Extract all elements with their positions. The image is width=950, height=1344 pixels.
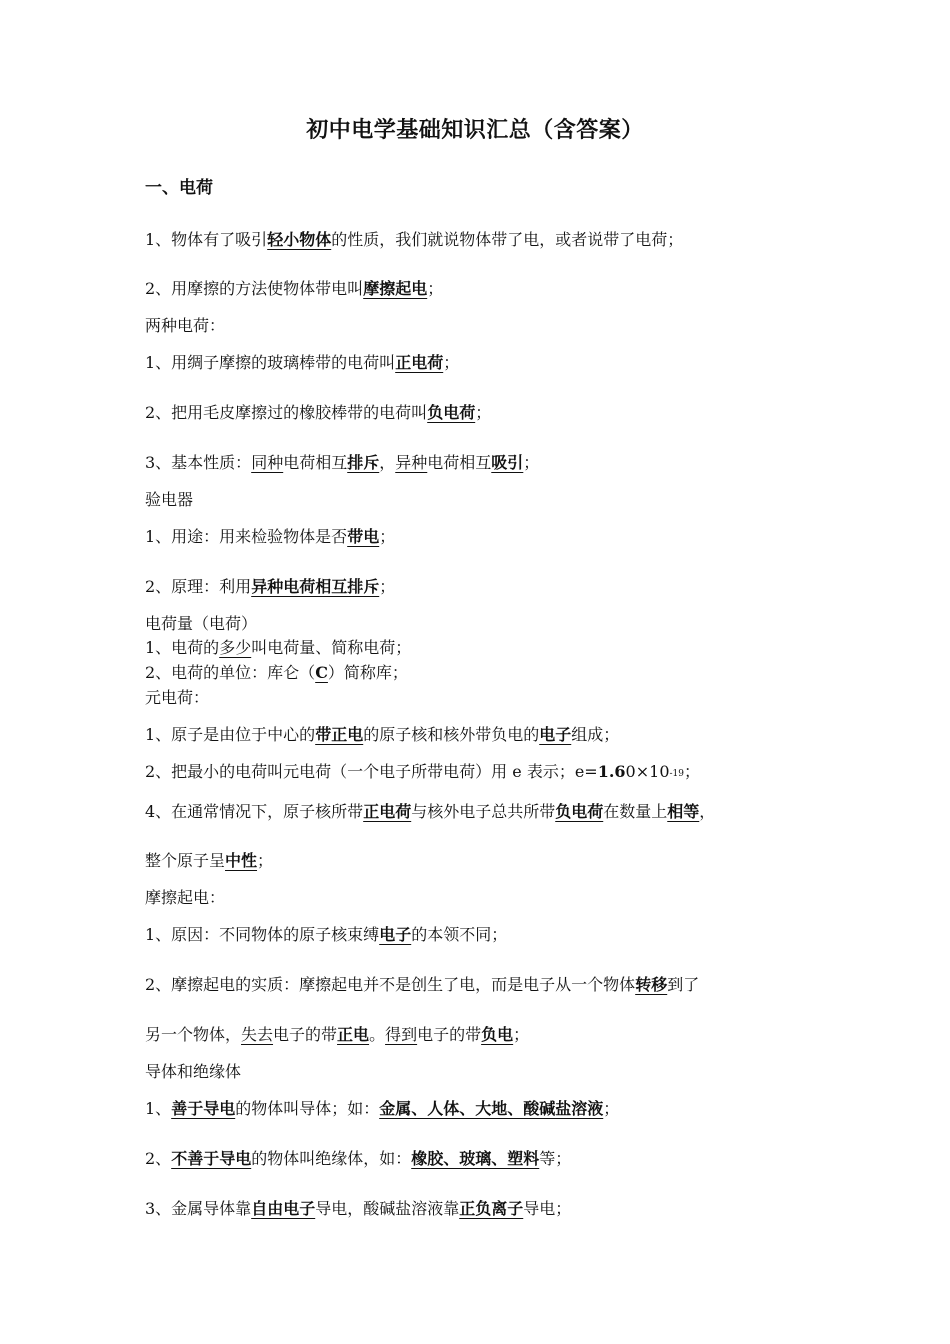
answer-keyword: 轻小物体 <box>267 230 332 249</box>
text: ； <box>684 762 701 781</box>
text-line <box>145 351 459 375</box>
text: 电子的带 <box>273 1025 338 1044</box>
text: 等； <box>539 1149 572 1168</box>
text: ； <box>379 527 396 546</box>
text-line <box>145 401 491 425</box>
text-line <box>145 723 619 747</box>
text-line <box>145 575 395 599</box>
text: 1、物体有了吸引 <box>145 230 268 249</box>
answer-keyword: 正电荷 <box>363 802 412 821</box>
text: 的本领不同； <box>411 925 508 944</box>
text: 电荷相互 <box>283 453 348 472</box>
text: 。 <box>369 1025 386 1044</box>
answer-keyword: 摩擦起电 <box>363 279 428 298</box>
exponent: -19 <box>669 769 684 779</box>
answer-keyword: 橡胶、玻璃、塑料 <box>411 1149 540 1168</box>
answer-keyword: 负电 <box>481 1025 514 1044</box>
underlined-term: 得到 <box>385 1025 418 1044</box>
elementary-charge-value: 1.6 <box>597 762 626 781</box>
text: 1、原因：不同物体的原子核束缚 <box>145 925 380 944</box>
answer-keyword: 正负离子 <box>459 1199 524 1218</box>
text: 2、 <box>145 1149 172 1168</box>
text: 1、电荷的 <box>145 638 220 657</box>
text: 到了 <box>667 975 700 994</box>
answer-keyword: 排斥 <box>347 453 380 472</box>
text: 1、原子是由位于中心的 <box>145 725 316 744</box>
text: 的物体叫导体；如： <box>235 1099 380 1118</box>
section-heading: 一、电荷 <box>145 178 213 198</box>
underlined-term: 同种 <box>251 453 284 472</box>
text: 3、基本性质： <box>145 453 252 472</box>
subheading: 导体和绝缘体 <box>145 1062 242 1081</box>
text: 叫电荷量、简称电荷； <box>251 638 412 657</box>
text: 电子的带 <box>417 1025 482 1044</box>
text: ， <box>379 453 396 472</box>
text: 4、在通常情况下，原子核所带 <box>145 802 364 821</box>
text: 导电； <box>523 1199 572 1218</box>
subheading: 两种电荷： <box>145 316 226 335</box>
text: 整个原子呈 <box>145 851 226 870</box>
text: 导电，酸碱盐溶液靠 <box>315 1199 460 1218</box>
answer-keyword: 电子 <box>379 925 412 944</box>
subheading: 摩擦起电： <box>145 888 226 907</box>
text: ； <box>443 353 460 372</box>
text: ； <box>379 577 396 596</box>
subheading: 验电器 <box>145 490 194 509</box>
text: 2、用摩擦的方法使物体带电叫 <box>145 279 364 298</box>
text-line <box>145 849 273 873</box>
text: 2、电荷的单位：库仑（ <box>145 663 316 682</box>
text: ； <box>523 453 540 472</box>
text: ）简称库； <box>327 663 408 682</box>
text: ， <box>699 802 716 821</box>
answer-keyword: 吸引 <box>491 453 524 472</box>
answer-keyword: C <box>315 663 328 682</box>
text-line <box>145 800 715 824</box>
answer-keyword: 正电荷 <box>395 353 444 372</box>
text-line <box>145 973 699 997</box>
answer-keyword: 带电 <box>347 527 380 546</box>
text: 的原子核和核外带负电的 <box>363 725 540 744</box>
text: 0×10 <box>625 762 670 781</box>
subheading: 元电荷： <box>145 688 210 707</box>
text-line <box>145 923 507 947</box>
text-line <box>145 1023 529 1047</box>
text: ； <box>427 279 444 298</box>
answer-keyword: 负电荷 <box>555 802 604 821</box>
page-title: 初中电学基础知识汇总（含答案） <box>306 118 644 143</box>
answer-keyword: 正电 <box>337 1025 370 1044</box>
answer-keyword: 电子 <box>539 725 572 744</box>
text: 2、把用毛皮摩擦过的橡胶棒带的电荷叫 <box>145 403 428 422</box>
answer-keyword: 带正电 <box>315 725 364 744</box>
answer-keyword: 负电荷 <box>427 403 476 422</box>
answer-keyword: 异种电荷相互排斥 <box>251 577 380 596</box>
text-line <box>145 451 539 475</box>
underlined-term: 失去 <box>241 1025 274 1044</box>
text: 组成； <box>571 725 620 744</box>
text: ； <box>475 403 492 422</box>
subheading: 电荷量（电荷） <box>145 614 258 633</box>
text-line <box>145 661 408 685</box>
text: 在数量上 <box>603 802 668 821</box>
text: 2、原理：利用 <box>145 577 252 596</box>
text-line <box>145 636 411 660</box>
text: 1、 <box>145 1099 172 1118</box>
underlined-term: 异种 <box>395 453 428 472</box>
underlined-term: 多少 <box>219 638 252 657</box>
text-line <box>145 277 443 301</box>
text-line <box>145 760 700 786</box>
text: 的物体叫绝缘体，如： <box>251 1149 412 1168</box>
answer-keyword: 不善于导电 <box>171 1149 252 1168</box>
text: 1、用绸子摩擦的玻璃棒带的电荷叫 <box>145 353 396 372</box>
text: 3、金属导体靠 <box>145 1199 252 1218</box>
answer-keyword: 转移 <box>635 975 668 994</box>
text: ； <box>603 1099 620 1118</box>
answer-keyword: 自由电子 <box>251 1199 316 1218</box>
text: 的性质，我们就说物体带了电，或者说带了电荷； <box>331 230 684 249</box>
text-line <box>145 228 683 252</box>
text: ； <box>513 1025 530 1044</box>
text: 2、把最小的电荷叫元电荷（一个电子所带电荷）用 e 表示；e= <box>145 762 598 781</box>
text: 电荷相互 <box>427 453 492 472</box>
text-line <box>145 1097 619 1121</box>
text: ； <box>257 851 274 870</box>
answer-keyword: 相等 <box>667 802 700 821</box>
text: 2、摩擦起电的实质：摩擦起电并不是创生了电，而是电子从一个物体 <box>145 975 636 994</box>
answer-keyword: 善于导电 <box>171 1099 236 1118</box>
answer-keyword: 金属、人体、大地、酸碱盐溶液 <box>379 1099 604 1118</box>
text-line <box>145 525 395 549</box>
text: 与核外电子总共所带 <box>411 802 556 821</box>
text-line <box>145 1147 571 1171</box>
text: 1、用途：用来检验物体是否 <box>145 527 348 546</box>
answer-keyword: 中性 <box>225 851 258 870</box>
text-line <box>145 1197 571 1221</box>
text: 另一个物体， <box>145 1025 242 1044</box>
